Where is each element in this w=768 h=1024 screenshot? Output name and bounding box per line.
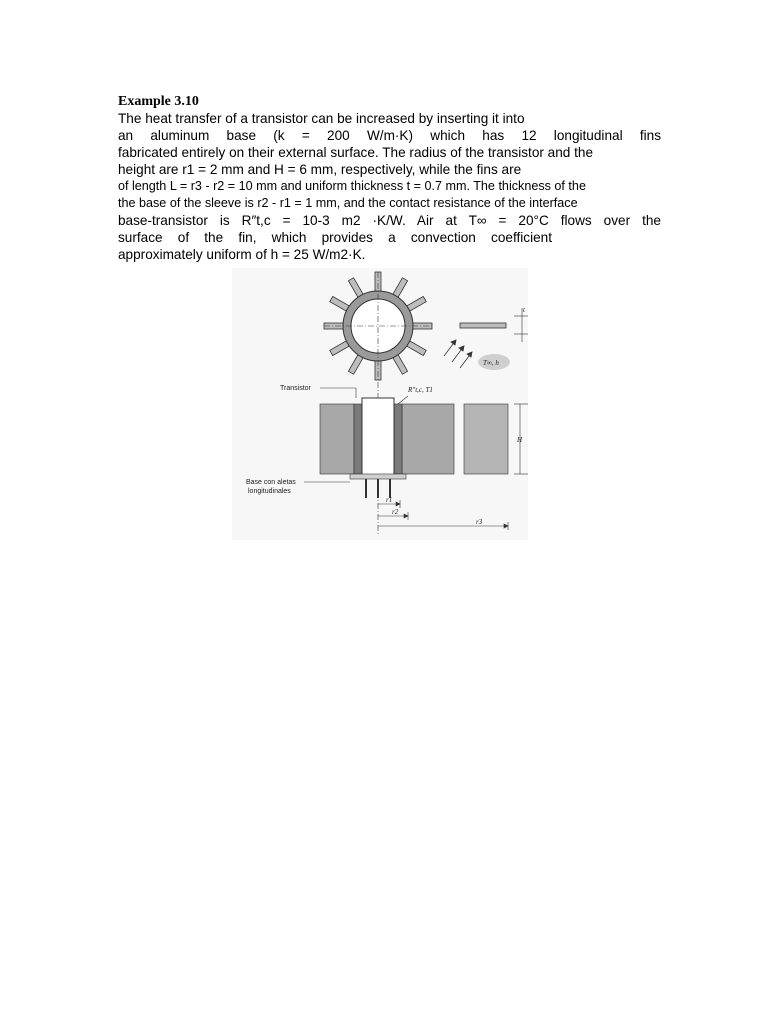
text-line: The heat transfer of a transistor can be increased by inserting it into [118, 111, 525, 126]
problem-statement [118, 110, 661, 263]
label-r3: r3 [476, 518, 483, 526]
text-line: the base of the sleeve is r2 - r1 = 1 mm, and the contact resistance of the interface [118, 196, 578, 210]
label-t: t [523, 306, 525, 314]
text-line: an aluminum base (k = 200 W/m·K) which has 12 longitudinal fins [118, 128, 661, 143]
label-rtc: R″t,c, T1 [408, 386, 433, 394]
text-line: fabricated entirely on their external surface. The radius of the transistor and the [118, 145, 594, 160]
text-line: approximately uniform of h = 25 W/m2·K. [118, 247, 366, 262]
label-base-line1: Base con aletas [246, 479, 296, 486]
text-line: height are r1 = 2 mm and H = 6 mm, respectively, while the fins are [118, 162, 522, 177]
text-line: of length L = r3 - r2 = 10 mm and uniform thickness t = 0.7 mm. The thickness of the [118, 179, 586, 193]
label-H: H [517, 436, 523, 444]
label-tinf-h: T∞, h [483, 359, 499, 367]
label-base-line2: longitudinales [248, 488, 291, 495]
figure-drawing [232, 268, 528, 540]
transistor-body [362, 398, 394, 478]
single-fin [460, 323, 506, 328]
transistor-fin-figure [232, 268, 528, 540]
text-line: base-transistor is R″t,c = 10-3 m2 ·K/W. Air at T∞ = 20°C flows over the [118, 213, 661, 228]
label-r2: r2 [392, 508, 399, 516]
text-line: surface of the fin, which provides a convection coefficient [118, 230, 552, 245]
example-title: Example 3.10 [118, 94, 199, 109]
label-transistor: Transistor [280, 385, 311, 392]
label-r1: r1 [386, 496, 393, 504]
